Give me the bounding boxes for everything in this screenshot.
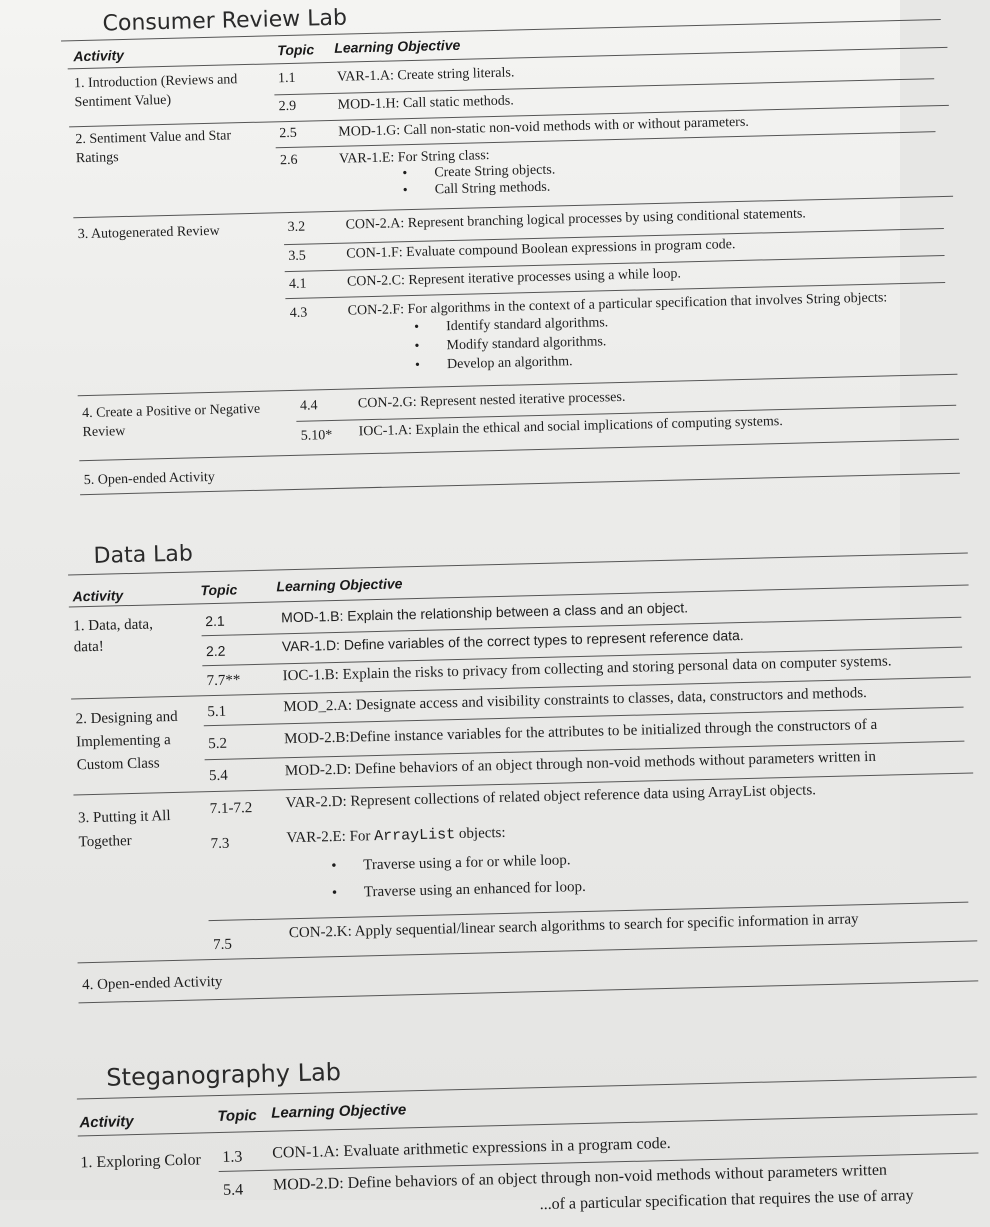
bullet-item: • Traverse using an enhanced for loop. [331,878,586,902]
objective-cell: CON-2.C: Represent iterative processes using a while loop. [346,266,682,290]
topic-cell: 2.1 [205,612,225,630]
title-rule [68,553,968,576]
activity-cell: 5. Open-ended Activity [83,469,215,489]
objective-cell: CON-1.F: Evaluate compound Boolean expressions in program code. [346,237,736,262]
header-topic: Topic [277,41,315,59]
bullet-item: • Modify standard algorithms. [414,334,607,354]
objective-cell: CON-2.F: For algorithms in the context of a particular specification that involves String objects: [347,290,888,319]
topic-cell: 4.1 [288,276,307,293]
bullet-item: • Identify standard algorithms. [413,315,609,335]
topic-cell: 5.4 [222,1181,244,1199]
code-text: ArrayList [374,826,456,846]
topic-cell: 4.3 [289,305,308,322]
topic-cell: 7.1-7.2 [209,800,253,818]
objective-cell: VAR-1.D: Define variables of the correct types to represent reference data. [281,627,744,655]
topic-cell: 5.4 [208,767,228,785]
activity-cell: 3. Autogenerated Review [77,223,220,243]
objective-cell: MOD-1.G: Call non-static non-void methods with or without parameters. [338,114,750,140]
objective-cell: VAR-2.D: Represent collections of related object reference data using ArrayList objects. [285,782,817,812]
topic-cell: 2.6 [279,152,298,169]
bullet-dot: • [402,166,408,182]
header-topic: Topic [200,581,238,599]
topic-cell: 2.5 [279,125,298,142]
topic-cell: 2.9 [278,98,297,115]
bullet-dot: • [414,338,420,354]
header-activity: Activity [72,587,124,605]
objective-cell: MOD-2.D: Define behaviors of an object through non-void methods without parameters written in [284,748,877,780]
header-learning-objective: Learning Objective [334,36,461,56]
activity-cell: 3. Putting it All Together [77,808,171,851]
section-title: Steganography Lab [106,1057,342,1092]
objective-cell: MOD_2.A: Designate access and visibility constraints to classes, data, constructors and methods. [283,685,868,716]
section-title: Data Lab [93,541,194,569]
topic-cell: 5.2 [208,735,228,753]
header-rule [78,1113,978,1136]
topic-cell: 3.2 [287,219,306,236]
activity-cell: 2. Designing and Implementing a Custom Class [75,708,178,774]
objective-cell: IOC-1.A: Explain the ethical and social implications of computing systems. [358,414,783,440]
topic-cell: 1.3 [222,1148,243,1166]
topic-cell: 7.7** [206,672,241,690]
bullet-item: • Create String objects. [402,162,556,182]
activity-cell: 2. Sentiment Value and Star Ratings [75,128,232,167]
objective-cell: CON-2.A: Represent branching logical processes by using conditional statements. [345,206,807,233]
objective-cell: VAR-1.E: For String class: [338,148,490,167]
header-learning-objective: Learning Objective [271,1101,407,1122]
objective-cell: CON-1.A: Evaluate arithmetic expressions in a program code. [272,1134,671,1162]
objective-cell: MOD-2.D: Define behaviors of an object through non-void methods without parameters written [272,1161,888,1194]
section-title: Consumer Review Lab [102,5,348,37]
objective-cell: ...of a particular specification that requires the use of array [539,1187,914,1214]
activity-cell: 1. Data, data, data! [73,616,154,656]
topic-cell: 5.10* [300,428,333,444]
row-rule [79,439,959,462]
header-topic: Topic [217,1107,257,1126]
bullet-dot: • [331,885,338,902]
objective-cell: MOD-1.B: Explain the relationship between a class and an object. [280,599,689,626]
activity-cell: 4. Create a Positive or Negative Review [81,401,261,441]
bullet-dot: • [413,319,420,335]
objective-cell: VAR-2.E: For ArrayList objects: [286,824,506,847]
activity-cell: 1. Exploring Color [80,1151,202,1172]
topic-cell: 7.3 [210,835,230,853]
bullet-item: • Traverse using a for or while loop. [331,852,571,875]
objective-cell: MOD-1.H: Call static methods. [337,93,514,113]
activity-cell: 1. Introduction (Reviews and Sentiment Value) [73,72,238,111]
topic-cell: 2.2 [205,642,226,660]
header-activity: Activity [79,1113,134,1132]
topic-cell: 4.4 [299,398,318,414]
objective-cell: IOC-1.B: Explain the risks to privacy from collecting and storing personal data on computer systems. [282,653,892,685]
objective-cell: CON-2.G: Represent nested iterative processes. [357,389,626,412]
objective-cell: VAR-1.A: Create string literals. [336,65,515,85]
topic-cell: 3.5 [288,248,307,265]
bullet-dot: • [414,357,421,373]
topic-cell: 7.5 [212,936,233,954]
objective-cell: MOD-2.B:Define instance variables for the attributes to be initialized through the constructors of a [283,716,878,748]
header-activity: Activity [73,46,125,65]
objective-cell: CON-2.K: Apply sequential/linear search algorithms to search for specific information in array [288,911,859,942]
topic-cell: 1.1 [277,70,296,87]
bullet-item: • Call String methods. [402,179,551,199]
bullet-dot: • [331,858,337,875]
bullet-item: • Develop an algorithm. [414,354,573,373]
activity-cell: 4. Open-ended Activity [81,973,223,994]
bullet-dot: • [402,183,408,199]
topic-cell: 5.1 [207,703,227,721]
header-learning-objective: Learning Objective [276,575,403,595]
